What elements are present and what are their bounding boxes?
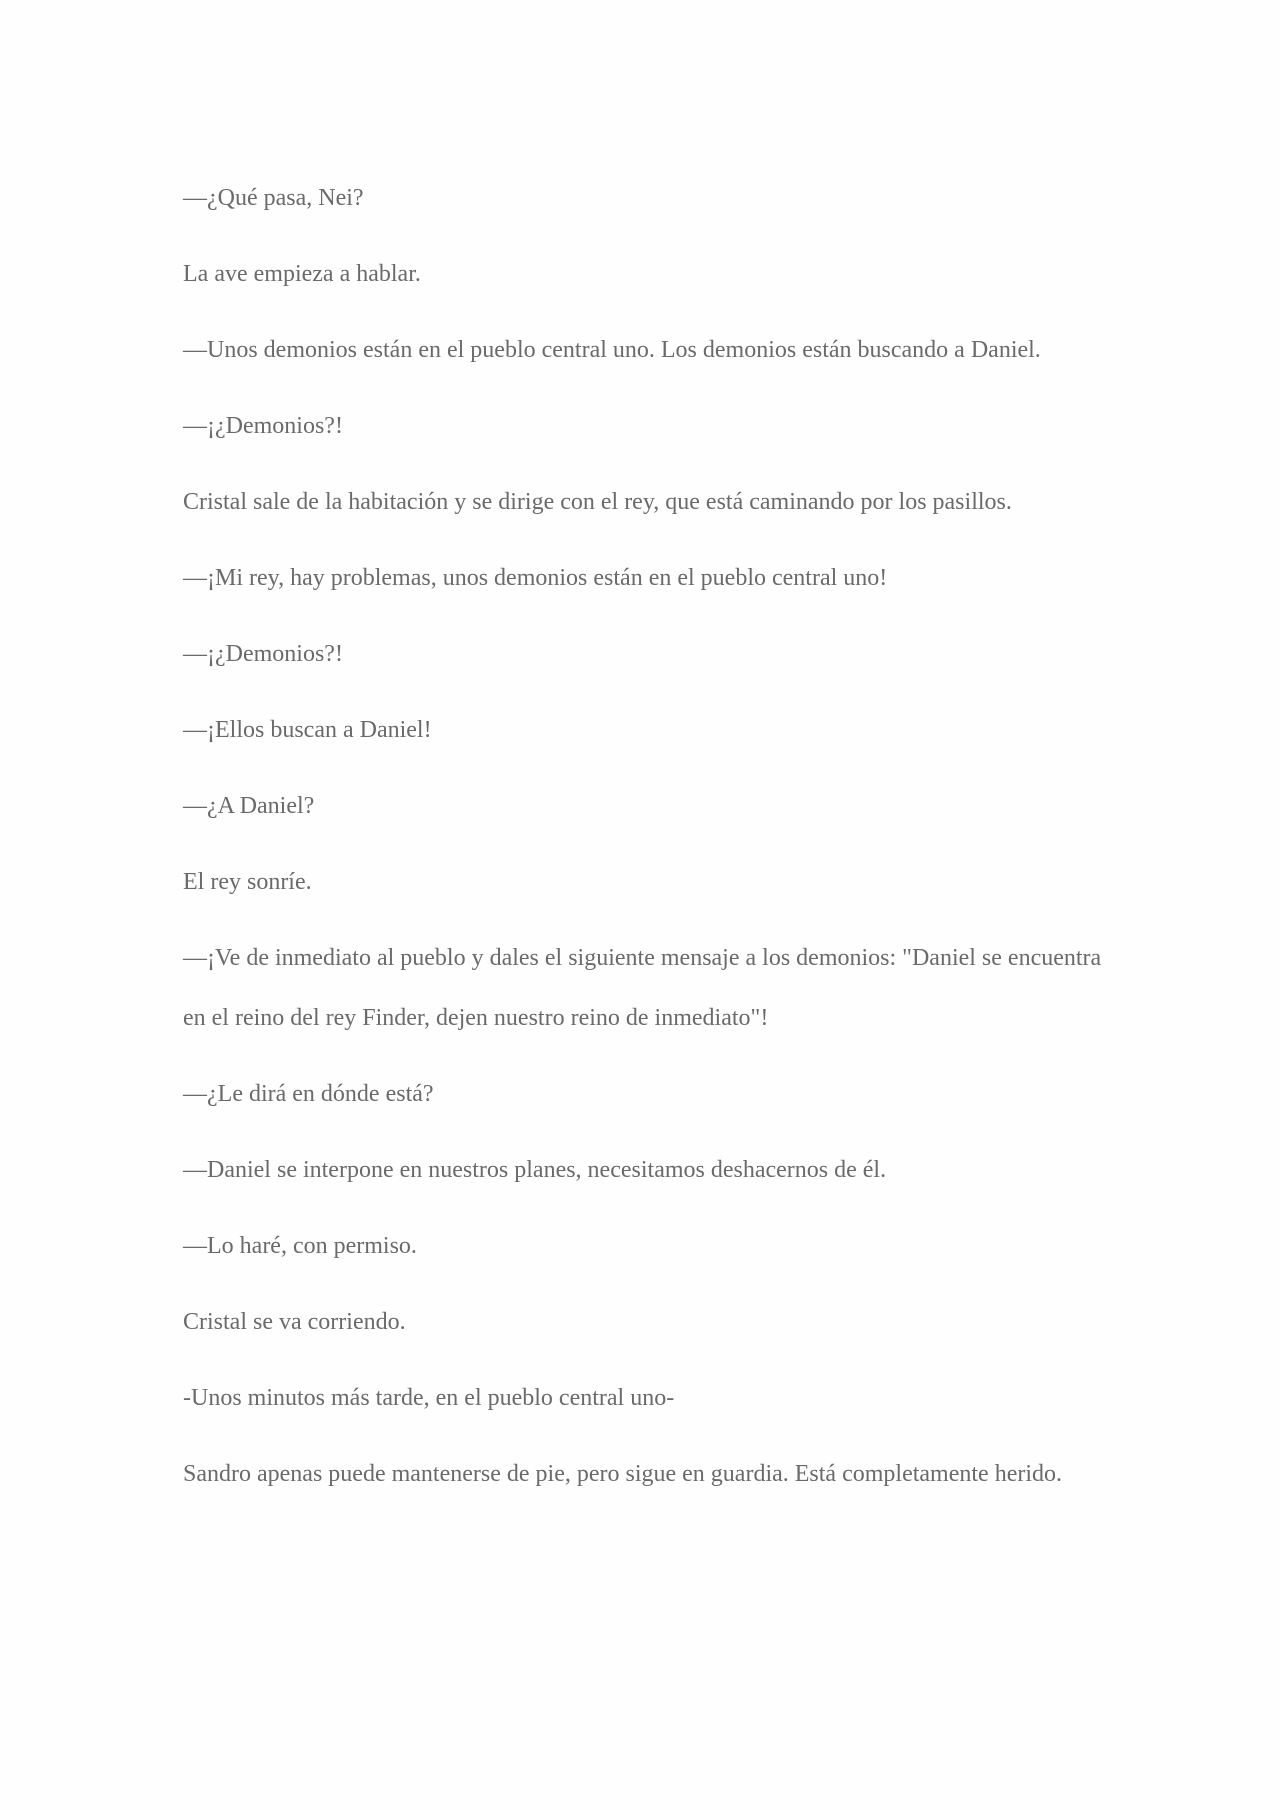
paragraph: —¡Mi rey, hay problemas, unos demonios están en el pueblo central uno! (183, 565, 888, 591)
paragraph: —¡Ve de inmediato al pueblo y dales el siguiente mensaje a los demonios: "Daniel se encuentra en el reino del rey Finder, dejen nuestro reino de inmediato"! (183, 945, 1102, 1031)
paragraph: —Lo haré, con permiso. (183, 1233, 417, 1259)
document-body (183, 178, 1123, 1530)
paragraph: —Daniel se interpone en nuestros planes, necesitamos deshacernos de él. (183, 1157, 887, 1183)
paragraph: —¡¿Demonios?! (183, 413, 343, 439)
paragraph: —¿A Daniel? (183, 793, 315, 819)
paragraph: —¡Ellos buscan a Daniel! (183, 717, 432, 743)
paragraph: El rey sonríe. (183, 869, 312, 895)
paragraph: —¡¿Demonios?! (183, 641, 343, 667)
paragraph: -Unos minutos más tarde, en el pueblo central uno- (183, 1385, 675, 1411)
paragraph: Sandro apenas puede mantenerse de pie, pero sigue en guardia. Está completamente herido. (183, 1461, 1062, 1487)
paragraph: La ave empieza a hablar. (183, 261, 421, 287)
paragraph: —¿Qué pasa, Nei? (183, 185, 364, 211)
paragraph: —Unos demonios están en el pueblo central uno. Los demonios están buscando a Daniel. (183, 337, 1041, 363)
paragraph: Cristal sale de la habitación y se dirige con el rey, que está caminando por los pasillos. (183, 489, 1012, 515)
paragraph: Cristal se va corriendo. (183, 1309, 406, 1335)
paragraph: —¿Le dirá en dónde está? (183, 1081, 434, 1107)
